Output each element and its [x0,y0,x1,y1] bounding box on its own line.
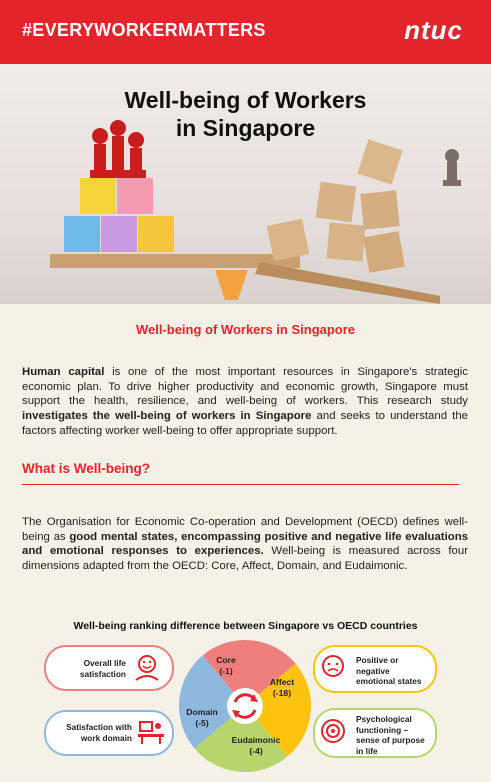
intro-text-1: is one of the most important resources in Singapore's strategic economic plan. To drive higher productivity and economic growth, Singapore must support the health, resilience, and well-being of workers. This research study [22,366,468,408]
section-title: Well-being of Workers in Singapore [135,322,356,337]
label-eudaimonic [228,735,284,757]
card-domain-line1: Satisfaction with [66,722,132,732]
label-domain [180,707,224,729]
intro-lead-bold: Human capital [22,366,105,378]
card-eudaimonic-line3: sense of purpose [356,735,425,745]
label-affect [262,677,302,699]
card-eudaimonic-line1: Psychological [356,714,412,724]
label-core [206,655,246,677]
burden-icon [363,231,405,273]
definition-text-2: Well-being is measured across four dimensions adapted from the OECD: Core, Affect, Domain, and Eudaimonic. [22,545,468,573]
intro-text-2: and seeks to understand the factors affecting worker well-being to offer appropriate support. [22,410,468,437]
fulcrum [215,270,248,300]
calendar-icon [101,216,137,252]
card-domain-line2: work domain [80,732,132,743]
intro-bold-2: investigates the well-being of workers in Singapore [22,410,312,423]
ntuc-logo: ntuc [404,15,463,45]
label-core-value: (-1) [219,666,233,676]
card-domain-text [52,722,132,743]
card-eudaimonic-text [356,714,436,756]
hero-image [0,64,491,304]
explosion-icon [360,190,400,230]
header-banner [0,0,491,64]
card-affect-line1: Positive or [356,655,399,665]
smiley-icon [64,216,100,252]
label-eudaimonic-name: Eudaimonic [231,735,281,745]
presentation-icon [117,178,153,214]
teamwork-icon [138,216,174,252]
purpose-target-icon [318,716,348,746]
juggling-icon [316,182,357,223]
card-core-text [56,658,126,679]
desk-worker-icon [326,222,365,261]
chart-title: Well-being ranking difference between Singapore vs OECD countries [73,620,418,632]
label-domain-name: Domain [186,707,218,717]
hero-title-line2: in Singapore [175,115,316,141]
card-affect-line2: negative [356,665,390,676]
lightbulb-icon [80,178,116,214]
intro-paragraph [22,365,468,439]
seesaw-plank-right [255,262,440,304]
label-eudaimonic-value: (-4) [249,746,263,756]
label-core-name: Core [216,655,236,665]
definition-paragraph [22,515,468,574]
hashtag-text: #EVERYWORKERMATTERS [22,20,266,40]
running-icon [357,139,402,184]
card-core-line2: satisfaction [79,668,126,679]
hero-title [0,86,491,142]
definition-bold: good mental states, encompassing positive and negative life evaluations and emotional responses to experiences. [22,530,468,558]
emotion-face-icon [318,652,348,682]
happy-person-icon [132,652,162,682]
card-affect-text [356,655,436,687]
hero-title-line1: Well-being of Workers [124,87,367,113]
card-core-line1: Overall life [83,658,126,668]
card-eudaimonic-line4: in life [356,745,378,756]
label-affect-name: Affect [269,677,295,687]
what-heading: What is Well-being? [22,461,150,476]
grey-pawn [443,149,461,186]
work-desk-icon [136,716,166,746]
card-eudaimonic-line2: functioning – [356,724,409,735]
heading-divider [22,484,459,485]
stressed-person-icon [267,219,310,262]
definition-text-1: The Organisation for Economic Co-operation and Development (OECD) defines well-being as [22,516,468,543]
label-affect-value: (-18) [272,688,292,698]
card-affect-line3: emotional states [356,676,422,686]
label-domain-value: (-5) [195,718,209,728]
